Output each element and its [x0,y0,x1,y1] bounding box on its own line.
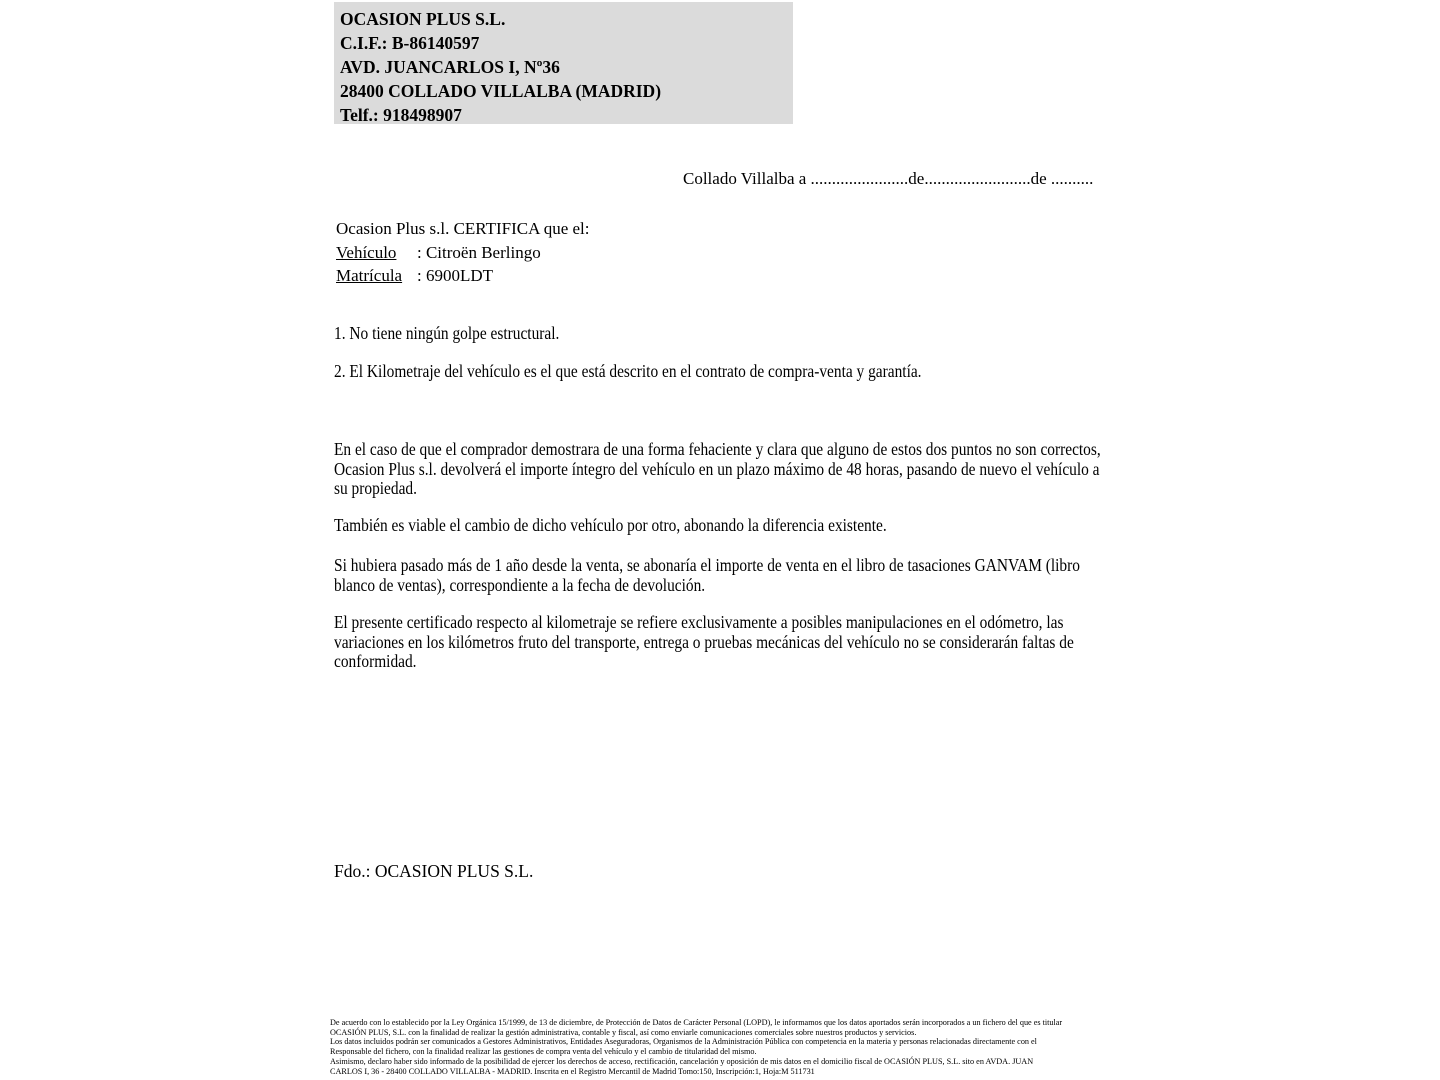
vehicle-value: : Citroën Berlingo [417,242,541,262]
company-name: OCASION PLUS S.L. [340,9,506,29]
numbered-point-1: 1. No tiene ningún golpe estructural. [334,323,560,343]
paragraph-exchange: También es viable el cambio de dicho vehículo por otro, abonando la diferencia existente. [334,515,887,535]
legal-notice [330,1018,1062,1076]
legal-line: CARLOS I, 36 - 28400 COLLADO VILLALBA - MADRID. Inscrita en el Registro Mercantil de Madrid Tomo:150, Inscripción:1, Hoja:M 511731 [330,1066,815,1076]
vehicle-label: Vehículo [336,242,397,262]
field-row-plate [336,264,590,288]
numbered-point-2: 2. El Kilometraje del vehículo es el que está descrito en el contrato de compra-venta y garantía. [334,361,922,381]
paragraph-refund: En el caso de que el comprador demostrara de una forma fehaciente y clara que alguno de estos dos puntos no son correctos, Ocasion Plus s.l. devolverá el importe íntegro del vehículo en un plazo máximo de 48 horas, pasando de nuevo el vehículo a su propiedad. [334,439,1101,498]
legal-line: Asimismo, declaro haber sido informado de la posibilidad de ejercer los derechos de acceso, rectificación, cancelación y oposición de mis datos en el domicilio fiscal de OCASIÓN PLUS, S.L. sito en AVDA. JUAN [330,1056,1034,1066]
legal-line: Responsable del fichero, con la finalidad realizar las gestiones de compra venta del vehículo y el cambio de titularidad del mismo. [330,1047,757,1057]
company-city: 28400 COLLADO VILLALBA (MADRID) [340,81,662,101]
paragraph-ganvam: Si hubiera pasado más de 1 año desde la venta, se abonaría el importe de venta en el libro de tasaciones GANVAM (libro blanco de ventas), correspondiente a la fecha de devolución. [334,555,1080,595]
plate-value: : 6900LDT [417,266,494,285]
legal-line: OCASIÓN PLUS, S.L. con la finalidad de realizar la gestión administrativa, contable y fiscal, así como enviarle comunicaciones comerciales sobre nuestros productos y servicios. [330,1027,917,1037]
company-address: AVD. JUANCARLOS I, Nº36 [340,57,560,77]
company-cif: C.I.F.: B-86140597 [340,33,480,53]
date-line: Collado Villalba a .......................de.........................de .......... [683,169,1094,188]
letterhead-block [334,2,793,124]
field-row-vehicle [336,241,590,265]
company-phone: Telf.: 918498907 [340,105,462,125]
certification-block [336,217,590,288]
legal-line: Los datos incluidos podrán ser comunicados a Gestores Administrativos, Entidades Aseguradoras, Organismos de la Administración Pública con competencia en la materia y personas relacionadas directamente con el [330,1037,1037,1047]
certify-intro: Ocasion Plus s.l. CERTIFICA que el: [336,219,590,238]
plate-label: Matrícula [336,266,403,285]
paragraph-odometer: El presente certificado respecto al kilometraje se refiere exclusivamente a posibles manipulaciones en el odómetro, las variaciones en los kilómetros fruto del transporte, entrega o pruebas mecánicas del vehículo no se considerarán faltas de conformidad. [334,612,1074,671]
legal-line: De acuerdo con lo establecido por la Ley Orgánica 15/1999, de 13 de diciembre, de Protección de Datos de Carácter Personal (LOPD), le informamos que los datos aportados serán incorporados a un fichero del que es titular [330,1018,1063,1027]
signature-line: Fdo.: OCASION PLUS S.L. [334,861,534,881]
